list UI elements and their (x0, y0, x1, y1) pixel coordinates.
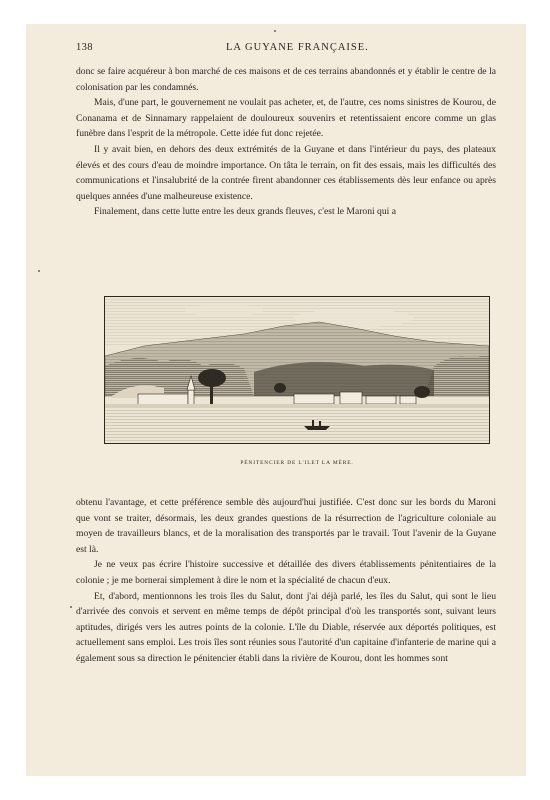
paragraph: obtenu l'avantage, et cette préférence semble dès aujourd'hui justifiée. C'est donc sur les bords du Maroni que vont se traiter, désormais, les deux grandes questions de la résurrection de l'agriculture coloniale au moyen de travailleurs blancs, et de la moralisation des transportés par le travail. Tout l'avenir de la Guyane est là. (76, 497, 496, 555)
paragraph: Je ne veux pas écrire l'histoire successive et détaillée des divers établissements pénitentiaires de la colonie ; je me bornerai simplement à dire le nom et la spécialité de chacun d'eux. (76, 559, 496, 586)
canoe (304, 426, 330, 430)
engraving-illustration (104, 296, 490, 444)
paragraph: Finalement, dans cette lutte entre les deux grands fleuves, c'est le Maroni qui a (94, 206, 396, 218)
ink-speck (274, 30, 276, 32)
running-title: LA GUYANE FRANÇAISE. (226, 42, 369, 53)
page-number: 138 (76, 42, 93, 53)
figure-caption: PÉNITENCIER DE L'ILET LA MÈRE. (240, 460, 354, 466)
ink-speck (70, 606, 72, 608)
text-block-top (76, 64, 496, 220)
page-header (76, 42, 496, 56)
paragraph: Il y avait bien, en dehors des deux extrémités de la Guyane et dans l'intérieur du pays, des plateaux élevés et des cours d'eau de moindre importance. On tâta le terrain, on fit des essais, mais les difficultés des communications et l'insalubrité de la contrée firent abandonner ces établissements dès leur enfance ou après quelques années d'une malheureuse existence. (76, 143, 496, 202)
river-water (105, 408, 489, 443)
paragraph: Mais, d'une part, le gouvernement ne voulait pas acheter, et, de l'autre, ces noms sinistres de Kourou, de Conanama et de Sinnamary rappelaient de douloureux souvenirs et retentissaient encore comme un glas funèbre dans l'esprit de la métropole. Cette idée fut donc rejetée. (76, 97, 496, 140)
ink-speck (38, 270, 40, 272)
text-block-bottom (76, 495, 496, 667)
paragraph: Et, d'abord, mentionnons les trois îles du Salut, dont j'ai déjà parlé, les îles du Salut, qui sont le lieu d'arrivée des convois et servent en même temps de dépôt principal d'où les transportés sont, suivant leurs aptitudes, dirigés vers les autres points de la colonie. L'île du Diable, réservée aux déportés politiques, est actuellement sans emploi. Les trois îles sont réunies sous l'autorité d'un capitaine d'infanterie de marine qui a également sous sa direction le pénitencier établi dans la rivière de Kourou, dont les hommes sont (76, 590, 496, 664)
engraving-svg (104, 296, 490, 444)
paragraph: donc se faire acquéreur à bon marché de ces maisons et de ces terrains abandonnés et y établir le centre de la colonisation par les condamnés. (76, 66, 496, 93)
